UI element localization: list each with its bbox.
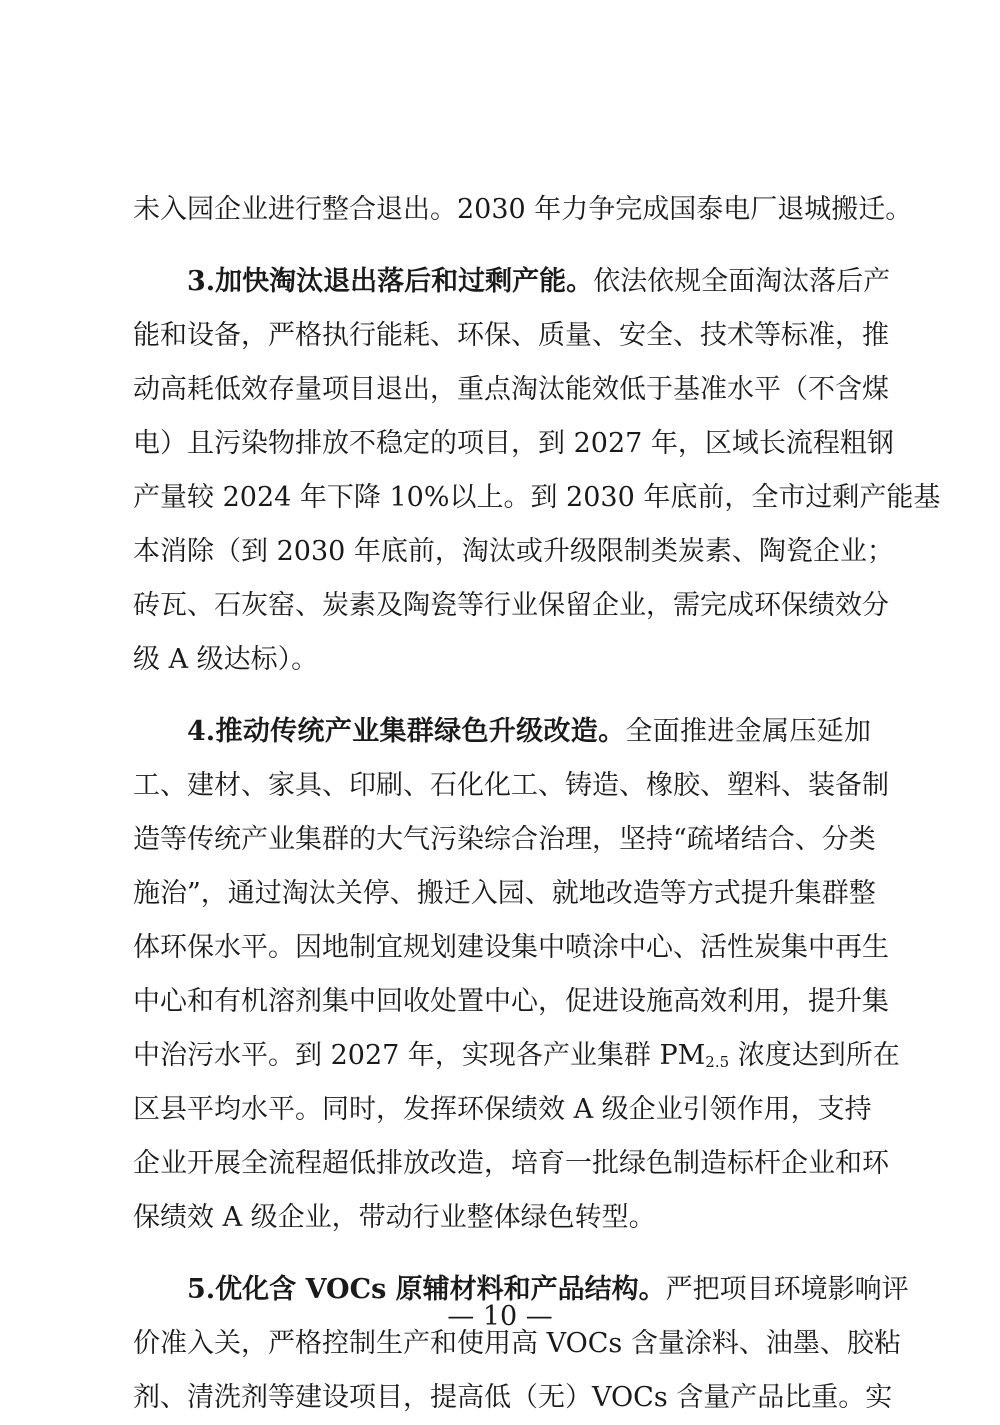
text-span: 严把项目环境影响评 [665,1274,909,1305]
text-line: 砖瓦、石灰窑、炭素及陶瓷等行业保留企业，需完成环保绩效分 [133,590,889,621]
text-span: 浓度达到所在 [729,1040,900,1071]
text-line: 电）且污染物排放不稳定的项目，到 2027 年，区域长流程粗钢 [133,428,894,459]
text-line: 本消除（到 2030 年底前，淘汰或升级限制类炭素、陶瓷企业； [133,536,894,567]
page-number: — 10 — [447,1301,553,1332]
text-line: 施治”，通过淘汰关停、搬迁入园、就地改造等方式提升集群整 [133,878,876,909]
text-line: 企业开展全流程超低排放改造，培育一批绿色制造标杆企业和环 [133,1148,889,1179]
section-5-heading: 5.优化含 VOCs 原辅材料和产品结构。 [187,1274,666,1305]
text-line: 造等传统产业集群的大气污染综合治理，坚持“疏堵结合、分类 [133,824,876,855]
text-line: 保绩效 A 级企业，带动行业整体绿色转型。 [133,1202,656,1233]
body-text [133,183,941,1425]
text-line: 动高耗低效存量项目退出，重点淘汰能效低于基准水平（不含煤 [133,374,889,405]
text-line: 能和设备，严格执行能耗、环保、质量、安全、技术等标准，推 [133,320,889,351]
text-line-pm25 [133,1029,900,1083]
text-line: 价准入关，严格控制生产和使用高 VOCs 含量涂料、油墨、胶粘 [133,1328,901,1359]
text-span: 中治污水平。到 2027 年，实现各产业集群 PM [133,1040,706,1071]
text-line: 级 A 级达标）。 [133,644,319,675]
text-line: 产量较 2024 年下降 10%以上。到 2030 年底前，全市过剩产能基 [133,482,941,513]
section-3-first-line [133,255,891,309]
text-span: 依法依规全面淘汰落后产 [593,266,891,297]
text-line: 未入园企业进行整合退出。2030 年力争完成国泰电厂退城搬迁。 [133,194,913,225]
text-line: 中心和有机溶剂集中回收处置中心，促进设施高效利用，提升集 [133,986,889,1017]
text-span: 全面推进金属压延加 [625,716,872,747]
section-4-heading: 4.推动传统产业集群绿色升级改造。 [187,716,626,747]
text-line: 剂、清洗剂等建设项目，提高低（无）VOCs 含量产品比重。实 [133,1382,893,1413]
text-line: 工、建材、家具、印刷、石化化工、铸造、橡胶、塑料、装备制 [133,770,889,801]
section-3-heading: 3.加快淘汰退出落后和过剩产能。 [187,266,594,297]
text-line: 体环保水平。因地制宜规划建设集中喷涂中心、活性炭集中再生 [133,932,889,963]
text-line: 区县平均水平。同时，发挥环保绩效 A 级企业引领作用，支持 [133,1094,872,1125]
section-4-first-line [133,705,871,759]
subscript-2-5: 2.5 [705,1053,730,1071]
